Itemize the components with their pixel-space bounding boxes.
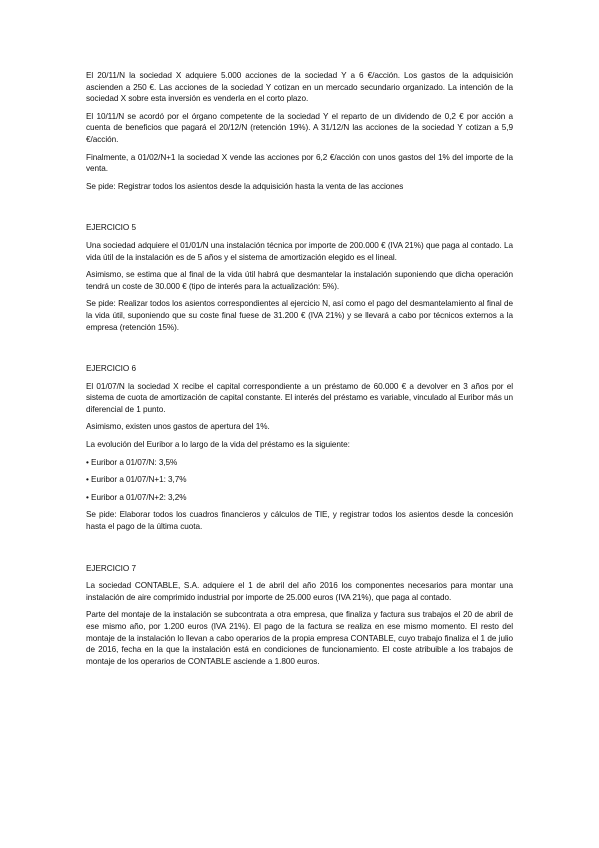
exercise-6-paragraph-1: El 01/07/N la sociedad X recibe el capital correspondiente a un préstamo de 60.000 € a devolver en 3 años por el sistema de cuota de amortización de capital constante. El interés del préstamo es variable, vinculado al Euribor más un diferencial de 1 punto. (86, 381, 513, 414)
exercise-5-paragraph-3: Se pide: Realizar todos los asientos correspondientes al ejercicio N, así como el pago del desmantelamiento al final de la vida útil, suponiendo que su coste final fuese de 31.200 € (IVA 21%) y se llevará a cabo por técnicos externos a la empresa (retención 15%). (86, 299, 513, 332)
exercise-7-title: EJERCICIO 7 (86, 563, 136, 573)
intro-paragraph-4: Se pide: Registrar todos los asientos desde la adquisición hasta la venta de las acciones (86, 181, 404, 191)
exercise-6-paragraph-2: Asimismo, existen unos gastos de apertura del 1%. (86, 422, 270, 432)
euribor-item-3: • Euribor a 01/07/N+2: 3,2% (86, 492, 513, 504)
exercise-6-paragraph-4: Se pide: Elaborar todos los cuadros financieros y cálculos de TIE, y registrar todos los asientos desde la concesión hasta el pago de la última cuota. (86, 510, 513, 532)
euribor-item-2: • Euribor a 01/07/N+1: 3,7% (86, 474, 513, 486)
exercise-7-paragraph-2: Parte del montaje de la instalación se subcontrata a otra empresa, que finaliza y factura sus trabajos el 20 de abril de ese mismo año, por 1.200 euros (IVA 21%). El pago de la factura se realiza en ese mismo momento. El resto del montaje de la instalación lo llevan a cabo operarios de la propia empresa CONTABLE, cuyo trabajo finaliza el 1 de julio de 2016, fecha en la que la instalación está en condiciones de funcionamiento. El coste atribuible a los trabajos de montaje de los operarios de CONTABLE asciende a 1.800 euros. (86, 610, 513, 666)
intro-paragraph-1: El 20/11/N la sociedad X adquiere 5.000 acciones de la sociedad Y a 6 €/acción. Los gastos de la adquisición ascienden a 250 €. Las acciones de la sociedad Y cotizan en un mercado secundario organizado. La intención de la sociedad X sobre esta inversión es venderla en el corto plazo. (86, 71, 513, 104)
exercise-5-paragraph-2: Asimismo, se estima que al final de la vida útil habrá que desmantelar la instalación suponiendo que dicha operación tendrá un coste de 30.000 € (tipo de interés para la actualización: 5%). (86, 270, 513, 291)
intro-paragraph-2: El 10/11/N se acordó por el órgano competente de la sociedad Y el reparto de un dividendo de 0,2 € por acción a cuenta de beneficios que pagará el 20/12/N (retención 19%). A 31/12/N las acciones de la sociedad Y cotizan a 5,9 €/acción. (86, 111, 513, 144)
exercise-5-title: EJERCICIO 5 (86, 223, 136, 233)
exercise-7-paragraph-1: La sociedad CONTABLE, S.A. adquiere el 1 de abril del año 2016 los componentes necesarios para montar una instalación de aire comprimido industrial por importe de 25.000 euros (IVA 21%), que paga al contado. (86, 581, 513, 602)
exercise-6-title: EJERCICIO 6 (86, 364, 136, 374)
exercise-6-paragraph-3: La evolución del Euribor a lo largo de la vida del préstamo es la siguiente: (86, 440, 350, 450)
euribor-item-1: • Euribor a 01/07/N: 3,5% (86, 457, 513, 469)
intro-paragraph-3: Finalmente, a 01/02/N+1 la sociedad X vende las acciones por 6,2 €/acción con unos gastos del 1% del importe de la venta. (86, 152, 513, 174)
exercise-5-paragraph-1: Una sociedad adquiere el 01/01/N una instalación técnica por importe de 200.000 € (IVA 21%) que paga al contado. La vida útil de la instalación es de 5 años y el sistema de amortización elegido es el lineal. (86, 240, 513, 262)
